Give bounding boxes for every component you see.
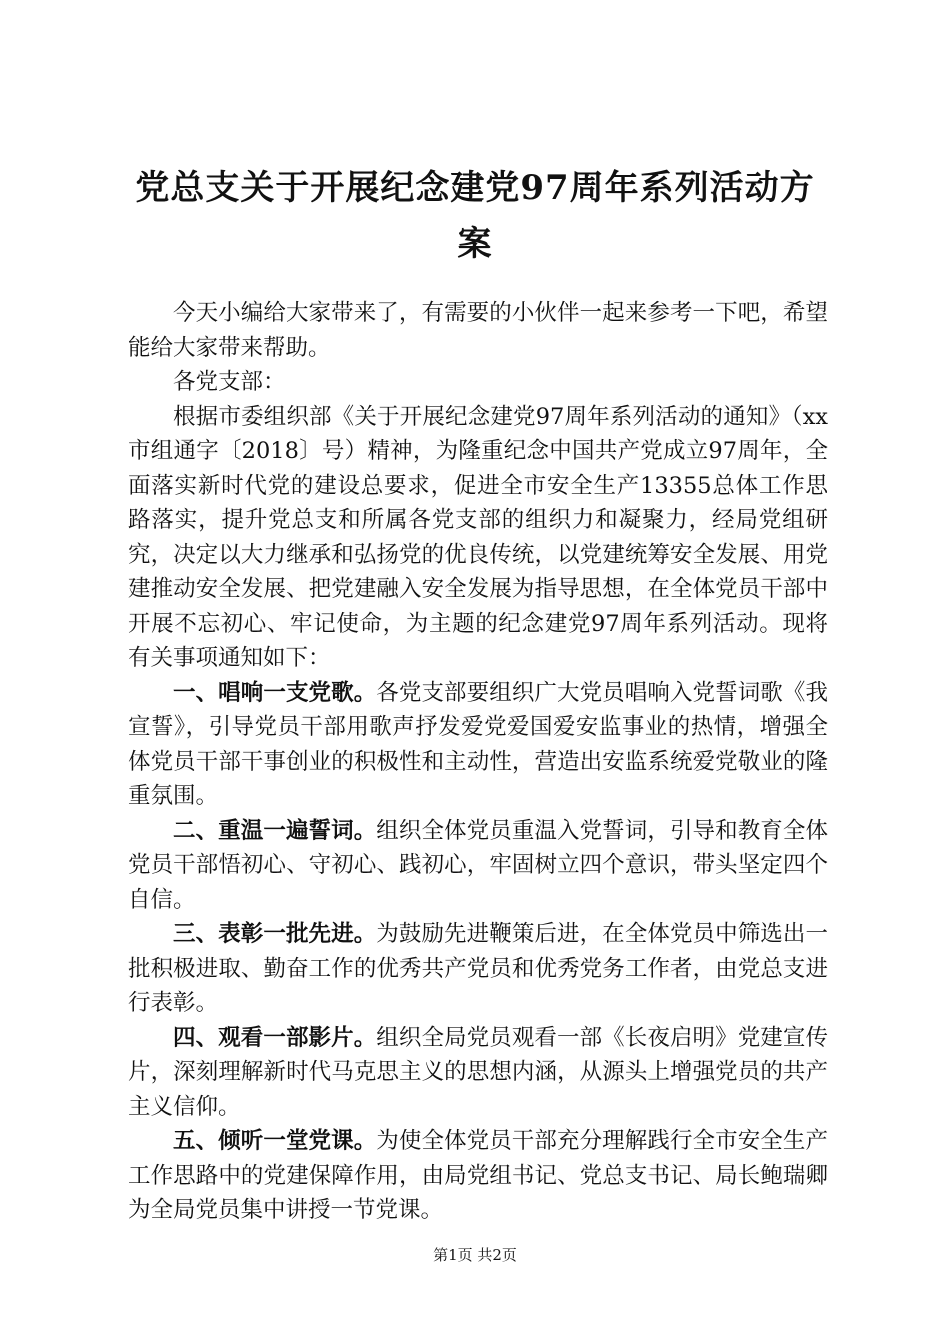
item-text: 为鼓励先进鞭策后进，在全体党员中筛选出一批积极进取、勤奋工作的优秀共产党员和优秀党务工作者，由党总支进行表彰。	[128, 921, 828, 1016]
item-heading: 一、唱响一支党歌。	[173, 679, 377, 706]
list-item	[128, 676, 828, 814]
page-number-footer: 第1页 共2页	[433, 1246, 517, 1264]
item-heading: 二、重温一遍誓词。	[173, 817, 377, 844]
item-heading: 四、观看一部影片。	[173, 1024, 377, 1051]
item-text: 各党支部要组织广大党员唱响入党誓词歌《我宣誓》，引导党员干部用歌声抒发爱党爱国爱安监事业的热情，增强全体党员干部干事创业的积极性和主动性，营造出安监系统爱党敬业的隆重氛围。	[128, 679, 828, 809]
item-text: 为使全体党员干部充分理解践行全市安全生产工作思路中的党建保障作用，由局党组书记、党总支书记、局长鲍瑞卿为全局党员集中讲授一节党课。	[128, 1128, 828, 1223]
intro-paragraph: 今天小编给大家带来了，有需要的小伙伴一起来参考一下吧，希望能给大家带来帮助。	[128, 300, 828, 361]
preamble-paragraph: 根据市委组织部《关于开展纪念建党97周年系列活动的通知》（xx市组通字〔2018〕号）精神，为隆重纪念中国共产党成立97周年，全面落实新时代党的建设总要求，促进全市安全生产13355总体工作思路落实，提升党总支和所属各党支部的组织力和凝聚力，经局党组研究，决定以大力继承和弘扬党的优良传统，以党建统筹安全发展、用党建推动安全发展、把党建融入安全发展为指导思想，在全体党员干部中开展不忘初心、牢记使命，为主题的纪念建党97周年系列活动。现将有关事项通知如下：	[128, 403, 828, 671]
item-text: 组织全体党员重温入党誓词，引导和教育全体党员干部悟初心、守初心、践初心，牢固树立四个意识，带头坚定四个自信。	[128, 817, 828, 913]
list-item	[128, 1021, 828, 1125]
item-heading: 五、倾听一堂党课。	[173, 1128, 377, 1154]
item-text: 组织全局党员观看一部《长夜启明》党建宣传片，深刻理解新时代马克思主义的思想内涵，从源头上增强党员的共产主义信仰。	[128, 1024, 828, 1120]
document-body	[128, 296, 828, 1228]
salutation: 各党支部：	[173, 369, 286, 395]
list-item	[128, 917, 828, 1021]
list-item	[128, 814, 828, 918]
item-heading: 三、表彰一批先进。	[173, 921, 377, 947]
list-item	[128, 1124, 828, 1228]
document-title: 党总支关于开展纪念建党97周年系列活动方案	[135, 168, 815, 264]
